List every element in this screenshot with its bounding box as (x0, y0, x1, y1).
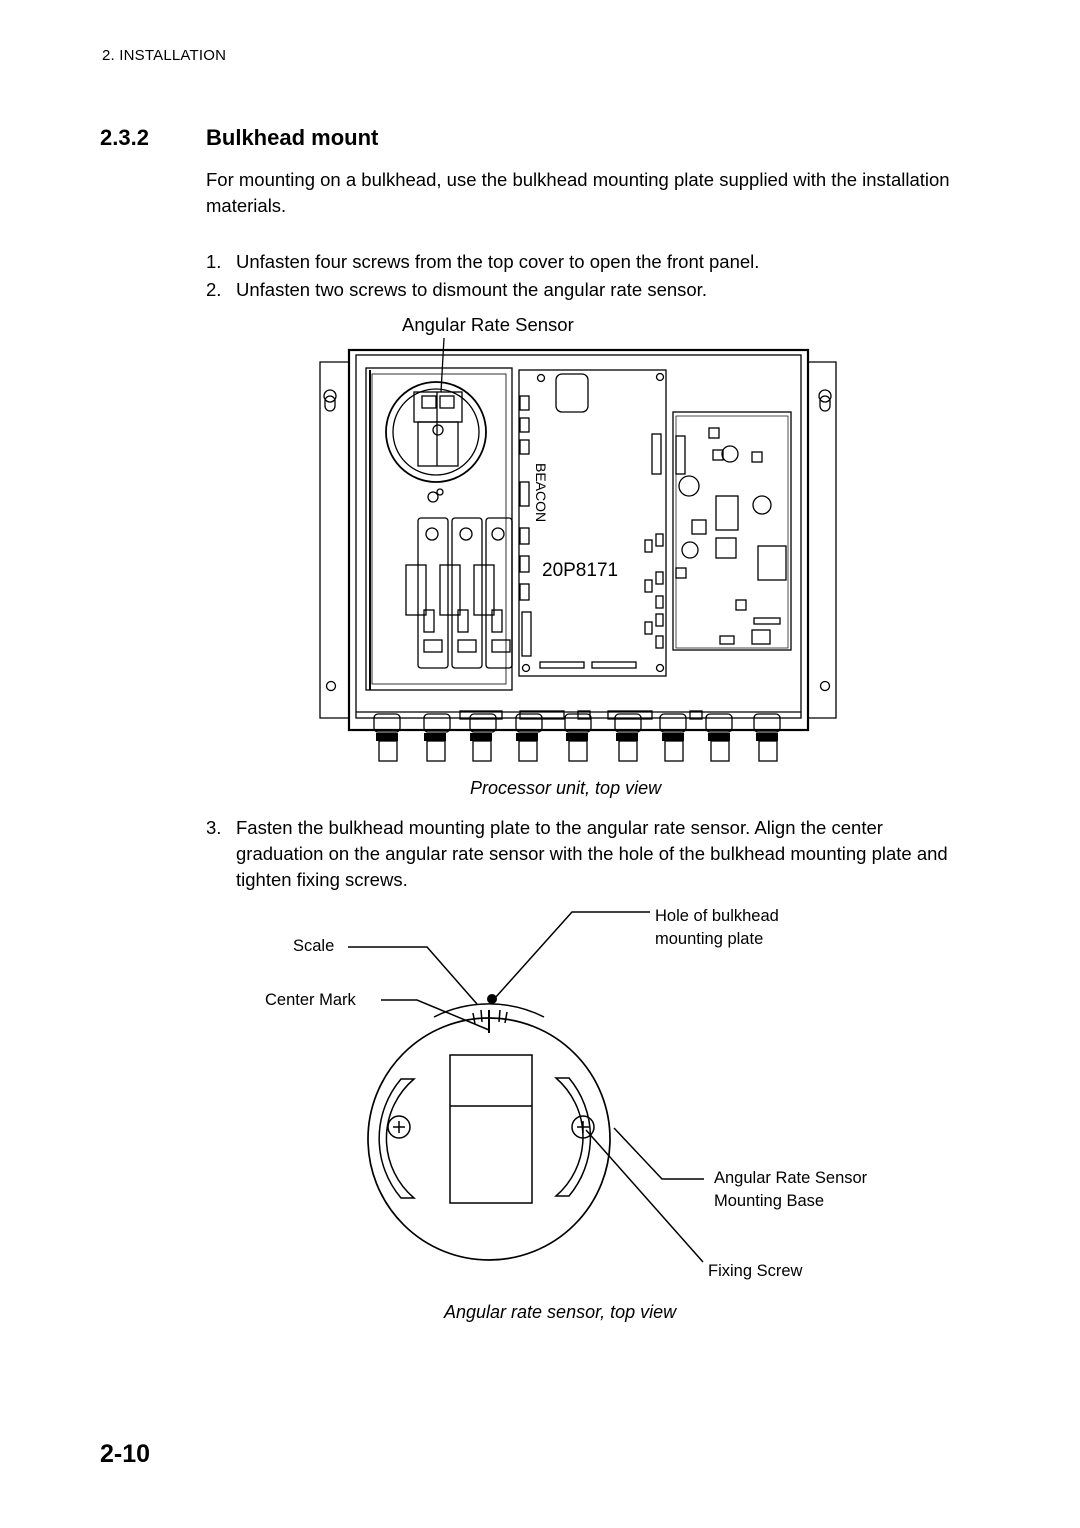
step-1 (206, 249, 966, 275)
running-header: 2. INSTALLATION (102, 47, 227, 64)
step-text: Unfasten four screws from the top cover to open the front panel. (236, 251, 760, 272)
intro-paragraph: For mounting on a bulkhead, use the bulkhead mounting plate supplied with the installation materials. (206, 169, 950, 216)
angular-rate-sensor-callout: Angular Rate Sensor (402, 314, 574, 335)
page-number: 2-10 (100, 1440, 151, 1468)
step-number: 2. (206, 279, 222, 300)
hole-label-line2: mounting plate (655, 930, 764, 948)
section-number: 2.3.2 (100, 125, 149, 150)
scale-label: Scale (293, 937, 335, 955)
hole-label-line1: Hole of bulkhead (655, 907, 779, 925)
section-heading (100, 125, 378, 151)
step-3 (206, 815, 966, 893)
step-text: Fasten the bulkhead mounting plate to the angular rate sensor. Align the center graduation on the angular rate sensor with the hole of the bulkhead mounting plate and tighten fixing screws. (236, 817, 948, 890)
fixing-screw-label: Fixing Screw (708, 1262, 803, 1280)
step-text: Unfasten two screws to dismount the angular rate sensor. (236, 279, 707, 300)
center-mark-label: Center Mark (265, 991, 356, 1009)
figure-caption-sensor: Angular rate sensor, top view (444, 1302, 677, 1322)
step-number: 1. (206, 251, 222, 272)
mounting-base-line1: Angular Rate Sensor (714, 1169, 868, 1187)
hole-label (655, 905, 779, 951)
beacon-label: BEACON (533, 463, 549, 523)
figure-caption-processor: Processor unit, top view (470, 778, 662, 798)
mounting-base-label (714, 1167, 867, 1213)
section-title: Bulkhead mount (206, 125, 379, 150)
step-number: 3. (206, 817, 222, 838)
board-code: 20P8171 (542, 560, 619, 581)
step-2 (206, 277, 966, 303)
mounting-base-line2: Mounting Base (714, 1192, 825, 1210)
